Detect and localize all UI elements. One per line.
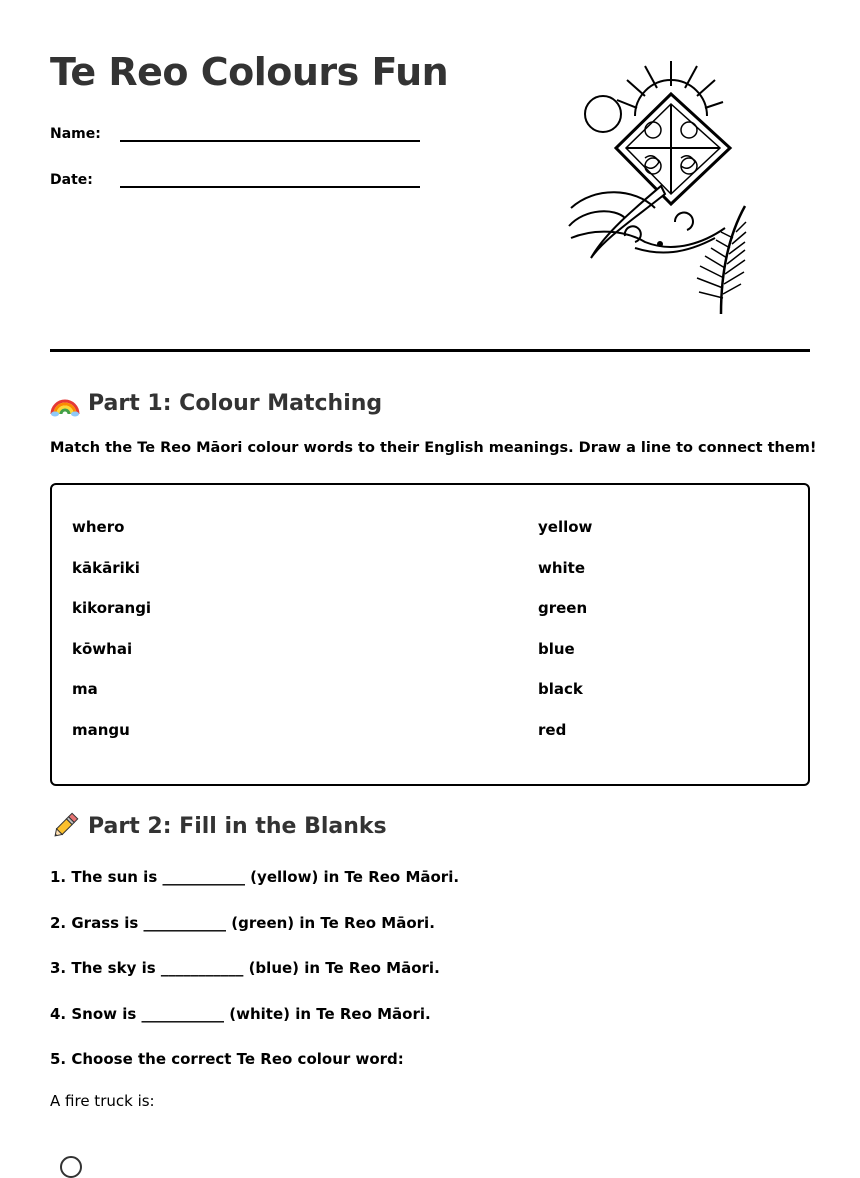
date-field[interactable]	[50, 168, 420, 188]
fire-truck-prompt: A fire truck is:	[50, 1092, 155, 1110]
english-word[interactable]: red	[538, 720, 567, 739]
pencil-icon	[50, 811, 80, 841]
name-line[interactable]	[120, 122, 420, 142]
maori-word[interactable]: ma	[72, 680, 98, 699]
date-line[interactable]	[120, 168, 420, 188]
english-word[interactable]: black	[538, 680, 583, 699]
matching-box	[50, 483, 810, 786]
question-1[interactable]: 1. The sun is ___________ (yellow) in Te Reo Māori.	[50, 868, 460, 886]
part2-heading	[50, 811, 387, 841]
part1-heading	[50, 388, 382, 418]
english-word[interactable]: green	[538, 599, 588, 618]
question-5: 5. Choose the correct Te Reo colour word:	[50, 1050, 404, 1068]
maori-word[interactable]: mangu	[72, 720, 130, 739]
english-words-column	[538, 517, 592, 761]
maori-words-column	[72, 517, 151, 761]
maori-word[interactable]: kōwhai	[72, 639, 133, 658]
name-label: Name:	[50, 126, 101, 142]
maori-word[interactable]: kikorangi	[72, 599, 152, 618]
maori-word[interactable]: whero	[72, 518, 125, 536]
part2-heading-text: Part 2: Fill in the Blanks	[88, 813, 387, 839]
english-word[interactable]: white	[538, 558, 586, 577]
part1-instructions: Match the Te Reo Māori colour words to their English meanings. Draw a line to connect them!	[50, 440, 817, 456]
name-field[interactable]	[50, 122, 420, 142]
question-4[interactable]: 4. Snow is ___________ (white) in Te Reo Māori.	[50, 1005, 431, 1023]
page-title: Te Reo Colours Fun	[50, 50, 449, 94]
maori-word[interactable]: kākāriki	[72, 558, 140, 577]
section-divider	[50, 349, 810, 352]
english-word[interactable]: yellow	[538, 518, 593, 536]
date-label: Date:	[50, 172, 93, 188]
question-3[interactable]: 3. The sky is ___________ (blue) in Te Reo Māori.	[50, 959, 440, 977]
english-word[interactable]: blue	[538, 639, 575, 658]
question-2[interactable]: 2. Grass is ___________ (green) in Te Reo Māori.	[50, 914, 435, 932]
answer-radio[interactable]	[60, 1156, 82, 1178]
rainbow-icon	[50, 388, 80, 418]
kite-sun-fern-illustration	[565, 58, 755, 320]
part1-heading-text: Part 1: Colour Matching	[88, 390, 383, 416]
